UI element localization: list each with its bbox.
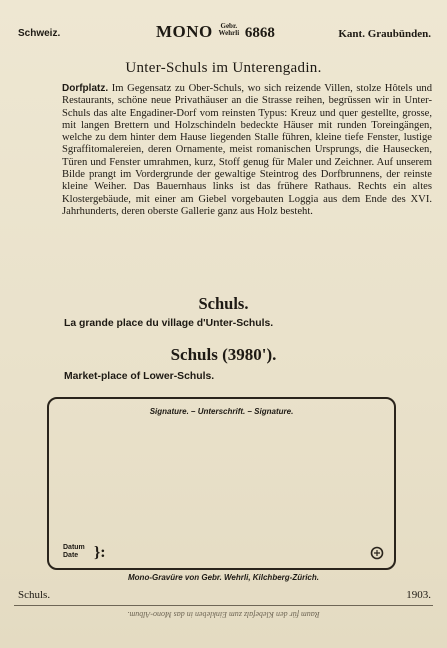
date-label — [63, 544, 85, 560]
english-heading: Schuls (3980'). — [170, 345, 277, 364]
country-label: Schweiz. — [18, 28, 61, 39]
card-number: 6868 — [244, 25, 275, 41]
album-glue-note: Raum für den Klebefalz zum Einkleben in das Mono-Album. — [127, 610, 320, 619]
english-caption: Market-place of Lower-Schuls. — [64, 371, 215, 382]
card-header — [14, 22, 433, 42]
french-caption: La grande place du village d'Unter-Schuls. — [64, 318, 274, 329]
description-lead: Dorfplatz. — [62, 83, 109, 94]
french-heading: Schuls. — [198, 294, 249, 313]
brand-name: MONO — [156, 22, 213, 41]
card-title: Unter-Schuls im Unterengadin. — [125, 60, 322, 76]
brand-note-line1: Gebr. — [220, 22, 238, 30]
description-paragraph — [62, 83, 432, 218]
footer-place: Schuls. — [18, 589, 51, 601]
footer-divider — [14, 605, 433, 606]
canton-label: Kant. Graubünden. — [338, 28, 431, 40]
brand-block — [156, 22, 275, 42]
brand-note-line2: Wehrli — [218, 29, 240, 37]
description-text: Im Gegensatz zu Ober-Schuls, wo sich reizende Villen, stolze Hôtels und Restaurants, schöne neue Privathäuser an die Strasse reihen, begrüssen wir in Unter-Schuls das alte Engadiner-Dorf vom reinsten Typus: Kreuz und quer gestellte, grosse, mit langen Brettern und Holzschindeln bedeckte Häuser mit runden Toreingängen, welche zu dem hinter dem Hause liegenden Stalle führen, kleine tiefe Fenster, lustige Sgraffitomalereien, deren Ornamente, meist romanischen Ursprungs, die Hausecken, Türen und Fenster umrahmen, kurz, Stoff genug für Maler und Zeichner. Auf unserem Bilde prangt im Vordergrunde der gewaltige Steintrog des Dorfbrunnens, der reinste kleine Weiher. Das Bauernhaus links ist das frühere Rathaus. Rechts ein altes Klostergebäude, mit einer am Giebel vorgebauten Loggia aus dem Ende des XVI. Jahrhunderts, deren oberste Gallerie ganz aus Holz besteht. — [62, 83, 432, 217]
brand-note — [219, 23, 240, 37]
printer-credit: Mono-Gravüre von Gebr. Wehrli, Kilchberg-Zürich. — [128, 573, 319, 582]
printer-logo-icon — [370, 546, 384, 560]
signature-label: Signature. – Unterschrift. – Signature. — [149, 407, 294, 416]
date-label-fr: Date — [63, 552, 79, 559]
date-brace: }: — [94, 544, 106, 561]
date-label-de: Datum — [63, 544, 85, 551]
signature-box — [47, 397, 396, 570]
footer-year: 1903. — [406, 589, 431, 601]
